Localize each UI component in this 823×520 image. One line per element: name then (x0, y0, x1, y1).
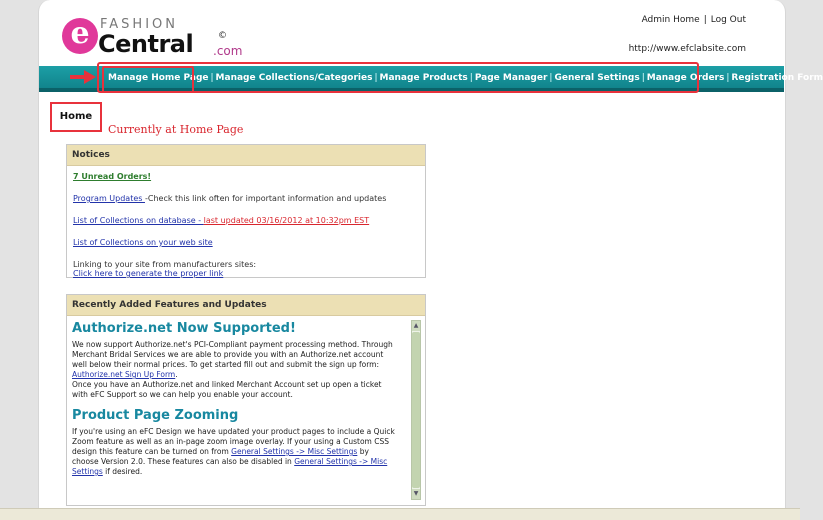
current-page-annotation: Currently at Home Page (108, 123, 244, 136)
misc-settings-link-1[interactable]: General Settings -> Misc Settings (231, 447, 358, 456)
product-zoom-text-mid: by choose Version 2.0. These features can also be disabled in (72, 447, 369, 466)
collections-database-link[interactable]: List of Collections on database - (73, 216, 204, 225)
nav-general-settings[interactable]: General Settings (554, 73, 640, 83)
nav-separator: | (549, 73, 553, 83)
notices-header: Notices (67, 145, 425, 166)
program-updates-link[interactable]: Program Updates (73, 194, 145, 203)
browser-status-bar (0, 508, 800, 520)
logo-copyright: © (218, 31, 227, 41)
admin-home-link[interactable]: Admin Home (641, 15, 700, 25)
product-zoom-text-end: if desired. (102, 467, 143, 476)
product-zoom-text: If you're using an eFC Design we have updated your product pages to include a Quick Zoom feature as well as an in-page zoom image overlay. If your using a Custom CSS design this feature can be turned on from (72, 427, 395, 456)
nav-manage-collections[interactable]: Manage Collections/Categories (215, 73, 373, 83)
nav-manage-home-page[interactable]: Manage Home Page (108, 73, 209, 83)
scroll-thumb[interactable] (412, 332, 420, 488)
nav-manage-products[interactable]: Manage Products (379, 73, 468, 83)
product-zoom-paragraph (72, 427, 395, 477)
scroll-up-icon[interactable]: ▲ (413, 322, 419, 329)
collections-last-updated: last updated 03/16/2012 at 10:32pm EST (203, 216, 370, 225)
authorize-net-text: We now support Authorize.net's PCI-Compliant payment processing method. Through Merchant Bridal Services we are able to provide you with an Authorize.net account well below their normal prices. To get started fill out and submit the sign up form: (72, 340, 393, 369)
recent-scrollbar[interactable] (411, 320, 421, 500)
nav-page-manager[interactable]: Page Manager (474, 73, 548, 83)
logo-fashion-text: FASHION (100, 17, 178, 32)
nav-manage-orders[interactable]: Manage Orders (646, 73, 725, 83)
site-url: http://www.efclabsite.com (628, 44, 746, 54)
notices-panel (66, 144, 426, 278)
logo-central-text: Central (98, 30, 194, 58)
recent-features-body (72, 321, 395, 499)
collections-website-link[interactable]: List of Collections on your web site (73, 238, 213, 247)
red-arrow-icon (70, 70, 96, 84)
linking-text: Linking to your site from manufacturers sites: (73, 260, 257, 269)
nav-separator: | (469, 73, 473, 83)
product-zoom-heading: Product Page Zooming (72, 408, 239, 423)
nav-registration-form[interactable]: Registration Form (731, 73, 823, 83)
home-tab[interactable]: Home (50, 102, 102, 132)
scroll-down-icon[interactable]: ▼ (413, 490, 419, 497)
log-out-link[interactable]: Log Out (710, 15, 746, 25)
home-page-highlight-box (102, 66, 194, 93)
header-separator: | (703, 15, 707, 25)
recent-features-panel (66, 294, 426, 506)
program-updates-text: -Check this link often for important information and updates (144, 194, 387, 203)
nav-separator: | (726, 73, 730, 83)
authorize-net-signup-link[interactable]: Authorize.net Sign Up Form (72, 370, 176, 379)
authorize-net-followup: Once you have an Authorize.net and linked Merchant Account set up open a ticket with eFC Support so we can help you enable your account. (72, 380, 382, 399)
unread-orders-link[interactable]: 7 Unread Orders! (73, 172, 152, 181)
nav-separator: | (641, 73, 645, 83)
notices-body (67, 166, 425, 282)
generate-link-link[interactable]: Click here to generate the proper link (73, 269, 224, 278)
authorize-net-heading: Authorize.net Now Supported! (72, 321, 296, 336)
misc-settings-link-2[interactable]: General Settings -> Misc Settings (72, 457, 388, 476)
authorize-net-paragraph (72, 340, 395, 380)
nav-separator: | (374, 73, 378, 83)
efashion-central-logo[interactable] (60, 14, 243, 60)
authorize-net-text-end: . (175, 370, 178, 379)
logo-dotcom: .com (213, 44, 243, 58)
recent-features-header: Recently Added Features and Updates (67, 295, 425, 316)
header-links (642, 15, 746, 25)
nav-separator: | (210, 73, 214, 83)
logo-e-mark: e (62, 18, 98, 54)
